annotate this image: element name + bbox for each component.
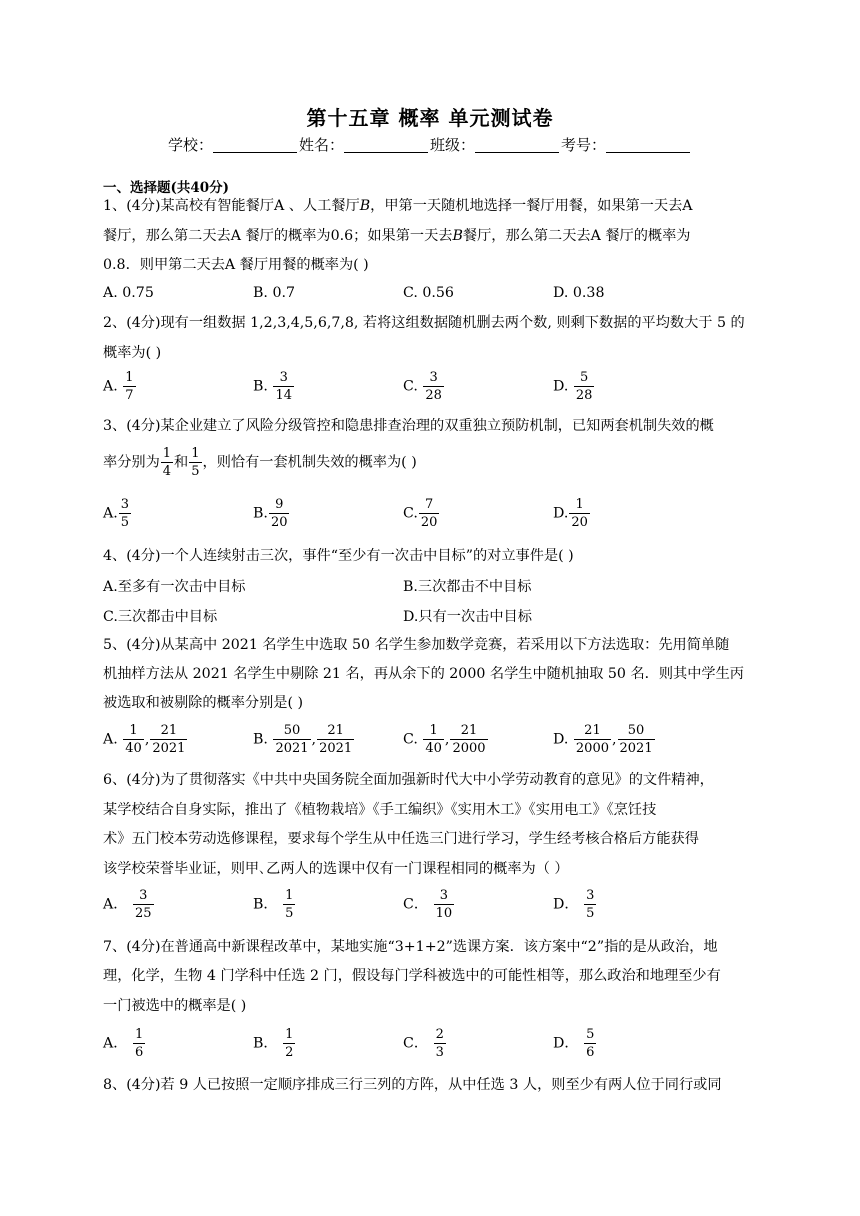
q5-option-d[interactable]: D. $\frac{21}{2000}$ , $\frac{50}{2021}$: [553, 723, 653, 756]
q1-option-a[interactable]: A. 0.75: [103, 285, 154, 301]
q5-line-3: 被选取和被剔除的概率分别是( ): [103, 695, 304, 711]
q4-option-a[interactable]: A.至多有一次击中目标: [103, 579, 246, 595]
q7-option-a[interactable]: A． $\frac{1}{6}$: [103, 1027, 144, 1060]
q1-text-2c: 餐厅，那么第二天去A 餐厅的概率为: [462, 228, 691, 244]
q1-text-a: 1、(4分)某高校有智能餐厅A 、人工餐厅: [103, 198, 360, 214]
q3-option-a[interactable]: A. $\frac{3}{5}$: [103, 497, 130, 530]
name-label: 姓名：: [298, 136, 344, 154]
q6-option-b[interactable]: B． $\frac{1}{5}$: [253, 888, 294, 921]
q2-line-2: 概率为( ): [103, 345, 162, 361]
q1-line-2: [103, 226, 690, 246]
fraction: $\frac{3}{25}$: [134, 888, 152, 921]
q3-line-1: 3、(4分)某企业建立了风险分级管控和隐患排查治理的双重独立预防机制，已知两套机制失效的概: [103, 418, 714, 434]
exam-no-blank[interactable]: [606, 137, 690, 153]
q4-option-d[interactable]: D.只有一次击中目标: [403, 609, 532, 625]
q1-option-b[interactable]: B. 0.7: [253, 285, 296, 301]
fraction: $\frac{1}{40}$: [425, 723, 442, 756]
q6-line-4: 该学校荣誉毕业证，则甲､乙两人的选课中仅有一门课程相同的概率为（ ）: [103, 861, 569, 877]
q7-line-3: 一门被选中的概率是( ): [103, 998, 247, 1014]
fraction: $\frac{3}{10}$: [435, 888, 453, 921]
fraction: $\frac{1}{6}$: [134, 1027, 144, 1060]
q5-option-b[interactable]: B. $\frac{50}{2021}$ , $\frac{21}{2021}$: [253, 723, 353, 756]
q1-line-3: 0.8．则甲第二天去A 餐厅用餐的概率为( ): [103, 257, 369, 273]
q2-line-1: 2、(4分)现有一组数据 1,2,3,4,5,6,7,8, 若将这组数据随机删去两个数, 则剩下数据的平均数大于 5 的: [103, 315, 745, 331]
fraction: $\frac{9}{20}$: [270, 497, 288, 530]
q2-option-a[interactable]: A. $\frac{1}{7}$: [103, 370, 134, 403]
q2-option-c[interactable]: C. $\frac{3}{28}$: [403, 370, 442, 403]
fraction: $\frac{21}{2000}$: [452, 723, 486, 756]
q4-line-1: 4、(4分)一个人连续射击三次，事件“至少有一次击中目标”的对立事件是( ): [103, 548, 574, 564]
q6-option-c[interactable]: C． $\frac{3}{10}$: [403, 888, 453, 921]
q6-option-d[interactable]: D． $\frac{3}{5}$: [553, 888, 595, 921]
q3-option-c[interactable]: C. $\frac{7}{20}$: [403, 497, 438, 530]
q4-option-b[interactable]: B.三次都击不中目标: [403, 579, 532, 595]
school-label: 学校：: [167, 136, 213, 154]
q6-line-1: 6、(4分)为了贯彻落实《中共中央国务院全面加强新时代大中小学劳动教育的意见》的文件精神，: [103, 772, 714, 788]
q1-text-2a: 餐厅，那么第二天去A 餐厅的概率为0.6；如果第一天去: [103, 228, 453, 244]
q5-line-1: 5、(4分)从某高中 2021 名学生中选取 50 名学生参加数学竞赛，若采用以下方法选取：先用简单随: [103, 637, 730, 653]
q3-option-b[interactable]: B. $\frac{9}{20}$: [253, 497, 288, 530]
q1-text-c: ，甲第一天随机地选择一餐厅用餐，如果第一天去A: [370, 198, 693, 214]
fraction: $\frac{1}{5}$: [191, 446, 200, 479]
class-label: 班级：: [430, 136, 476, 154]
q7-option-d[interactable]: D． $\frac{5}{6}$: [553, 1027, 595, 1060]
fraction: $\frac{1}{2}$: [285, 1027, 294, 1060]
fraction: $\frac{21}{2021}$: [319, 723, 353, 756]
fraction: $\frac{7}{20}$: [420, 497, 438, 530]
q6-option-a[interactable]: A． $\frac{3}{25}$: [103, 888, 152, 921]
fraction: $\frac{50}{2021}$: [275, 723, 309, 756]
fraction: $\frac{3}{5}$: [586, 888, 595, 921]
q6-line-3: 术》五门校本劳动选修课程，要求每个学生从中任选三门进行学习，学生经考核合格后方能获得: [103, 831, 699, 847]
q5-line-2: 机抽样方法从 2021 名学生中剔除 21 名，再从余下的 2000 名学生中随机抽取 50 名．则其中学生丙: [103, 666, 744, 682]
q8-line-1: 8、(4分)若 9 人已按照一定顺序排成三行三列的方阵，从中任选 3 人，则至少有两人位于同行或同: [103, 1077, 722, 1093]
fraction: $\frac{1}{4}$: [162, 446, 172, 479]
fraction: $\frac{3}{5}$: [120, 497, 130, 530]
class-blank[interactable]: [475, 137, 559, 153]
q2-option-b[interactable]: B. $\frac{3}{14}$: [253, 370, 292, 403]
q4-option-c[interactable]: C.三次都击中目标: [103, 609, 218, 625]
fraction: $\frac{5}{28}$: [575, 370, 593, 403]
fraction: $\frac{1}{7}$: [125, 370, 134, 403]
fraction: $\frac{3}{28}$: [425, 370, 442, 403]
fraction: $\frac{3}{14}$: [275, 370, 292, 403]
school-blank[interactable]: [213, 137, 297, 153]
name-blank[interactable]: [344, 137, 428, 153]
fraction: $\frac{2}{3}$: [435, 1027, 444, 1060]
fraction: $\frac{21}{2021}$: [152, 723, 186, 756]
q1-var-b: B: [359, 198, 371, 214]
q5-option-a[interactable]: A. $\frac{1}{40}$ , $\frac{21}{2021}$: [103, 723, 186, 756]
q1-option-d[interactable]: D. 0.38: [553, 285, 605, 301]
fraction: $\frac{21}{2000}$: [575, 723, 609, 756]
q6-line-2: 某学校结合自身实际，推出了《植物栽培》《手工编织》《实用木工》《实用电工》《烹饪技: [103, 802, 657, 818]
q2-option-d[interactable]: D. $\frac{5}{28}$: [553, 370, 593, 403]
q7-line-1: 7、(4分)在普通高中新课程改革中，某地实施“3+1+2”选课方案．该方案中“2”指的是从政治，地: [103, 939, 718, 955]
exam-no-label: 考号：: [561, 136, 607, 154]
q7-option-b[interactable]: B． $\frac{1}{2}$: [253, 1027, 294, 1060]
page-title: 第十五章 概率 单元测试卷: [306, 106, 554, 130]
q1-option-c[interactable]: C. 0.56: [403, 285, 454, 301]
q5-option-c[interactable]: C. $\frac{1}{40}$ , $\frac{21}{2000}$: [403, 723, 486, 756]
student-info-line: [0, 134, 860, 155]
fraction: $\frac{1}{5}$: [285, 888, 294, 921]
fraction: $\frac{1}{20}$: [571, 497, 588, 530]
q7-line-2: 理，化学，生物 4 门学科中任选 2 门，假设每门学科被选中的可能性相等，那么政治和地理至少有: [103, 968, 721, 984]
fraction: $\frac{1}{40}$: [125, 723, 142, 756]
fraction: $\frac{50}{2021}$: [619, 723, 653, 756]
q1-line-1: [103, 196, 693, 216]
q3-option-d[interactable]: D. $\frac{1}{20}$: [553, 497, 588, 530]
q3-line-2: 率分别为 $\frac{1}{4}$ 和 $\frac{1}{5}$ ，则恰有一套机制失效的概率为( ): [103, 446, 417, 479]
section-heading: 一、选择题(共40分): [103, 180, 230, 196]
q1-var-b2: B: [452, 228, 463, 244]
q7-option-c[interactable]: C． $\frac{2}{3}$: [403, 1027, 444, 1060]
fraction: $\frac{5}{6}$: [586, 1027, 595, 1060]
